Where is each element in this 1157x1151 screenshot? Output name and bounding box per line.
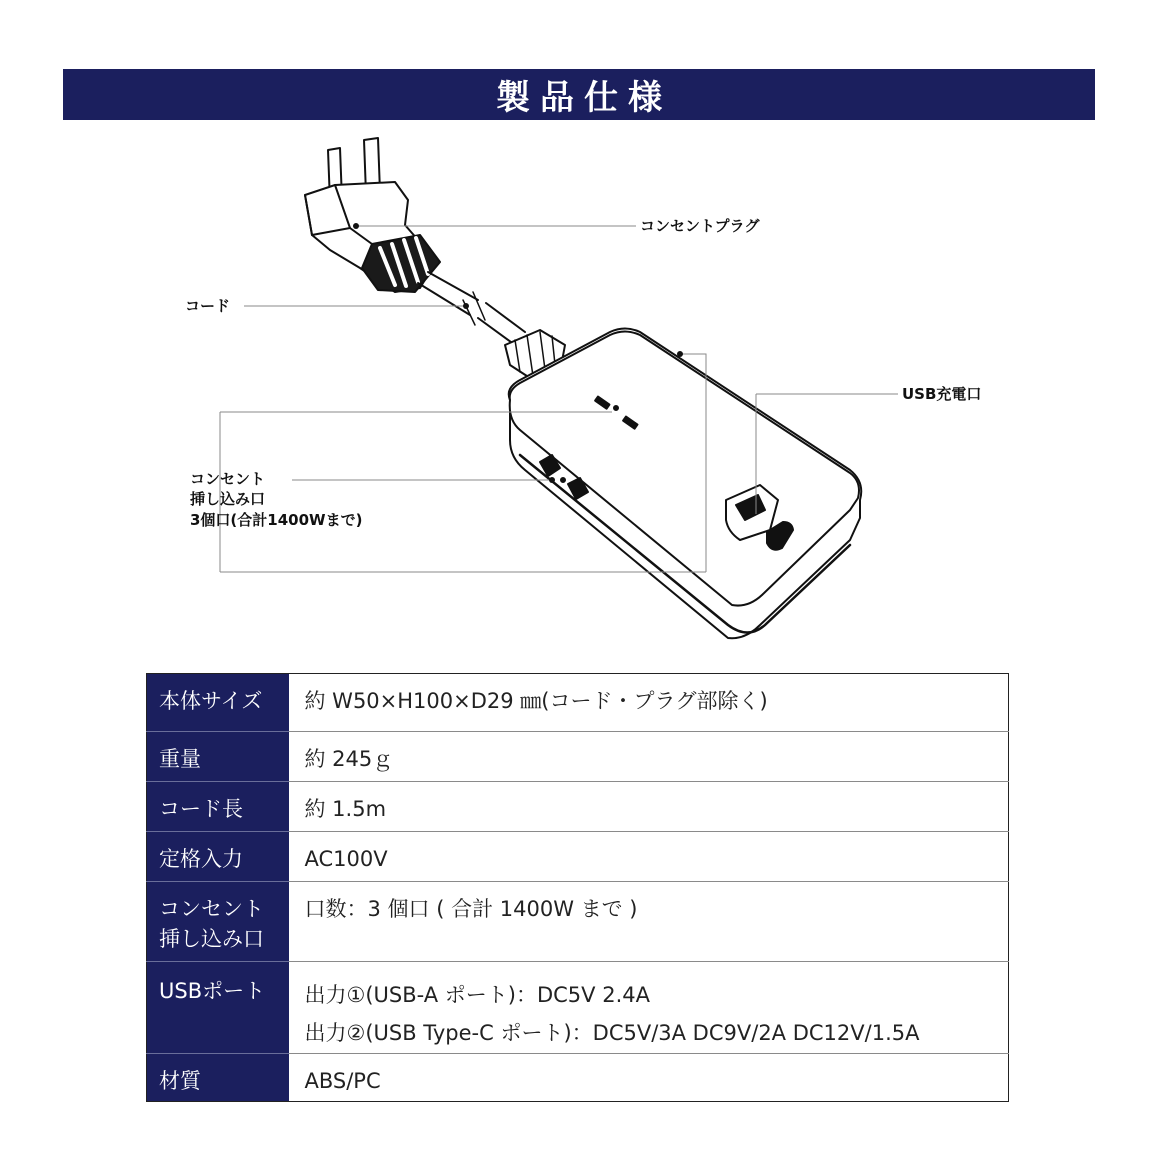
table-row [147,832,1009,882]
table-row [147,782,1009,832]
callout-cord: コード [185,297,231,315]
spec-label-line1: コンセント [159,897,264,921]
spec-label: 本体サイズ [147,674,289,732]
spec-value: AC100V [289,832,1009,882]
spec-value: 口数：3 個口 ( 合計 1400W まで ) [289,882,1009,962]
table-row [147,1054,1009,1102]
spec-value-line2: 出力②(USB Type-C ポート)：DC5V/3A DC9V/2A DC12V/1.5A [304,1021,920,1045]
callout-outlet [190,469,362,530]
spec-label: コード長 [147,782,289,832]
callout-usb-port: USB充電口 [902,385,982,403]
spec-value: 約 245ｇ [289,732,1009,782]
callout-outlet-line2: 挿し込み口 [190,490,266,509]
callout-plug: コンセントプラグ [640,217,760,235]
power-strip-illustration [0,120,1157,670]
spec-value [289,962,1009,1054]
spec-value: 約 1.5m [289,782,1009,832]
spec-label-line2: 挿し込み口 [159,927,264,951]
spec-value: 約 W50×H100×D29 ㎜(コード・プラグ部除く) [289,674,1009,732]
spec-label: 重量 [147,732,289,782]
spec-label: 材質 [147,1054,289,1102]
callout-outlet-line3: 3個口(合計1400Wまで) [190,510,363,529]
spec-label: 定格入力 [147,832,289,882]
table-row [147,674,1009,732]
spec-label [147,882,289,962]
table-row [147,962,1009,1054]
spec-value-line1: 出力①(USB-A ポート)：DC5V 2.4A [304,983,650,1007]
spec-label: USBポート [147,962,289,1054]
page-header [63,69,1095,120]
page-title: 製品仕様 [496,78,672,118]
callout-outlet-line1: コンセント [190,470,266,488]
spec-table [146,673,1009,1102]
table-row [147,882,1009,962]
table-row [147,732,1009,782]
product-diagram [0,120,1157,670]
spec-value: ABS/PC [304,1069,381,1093]
